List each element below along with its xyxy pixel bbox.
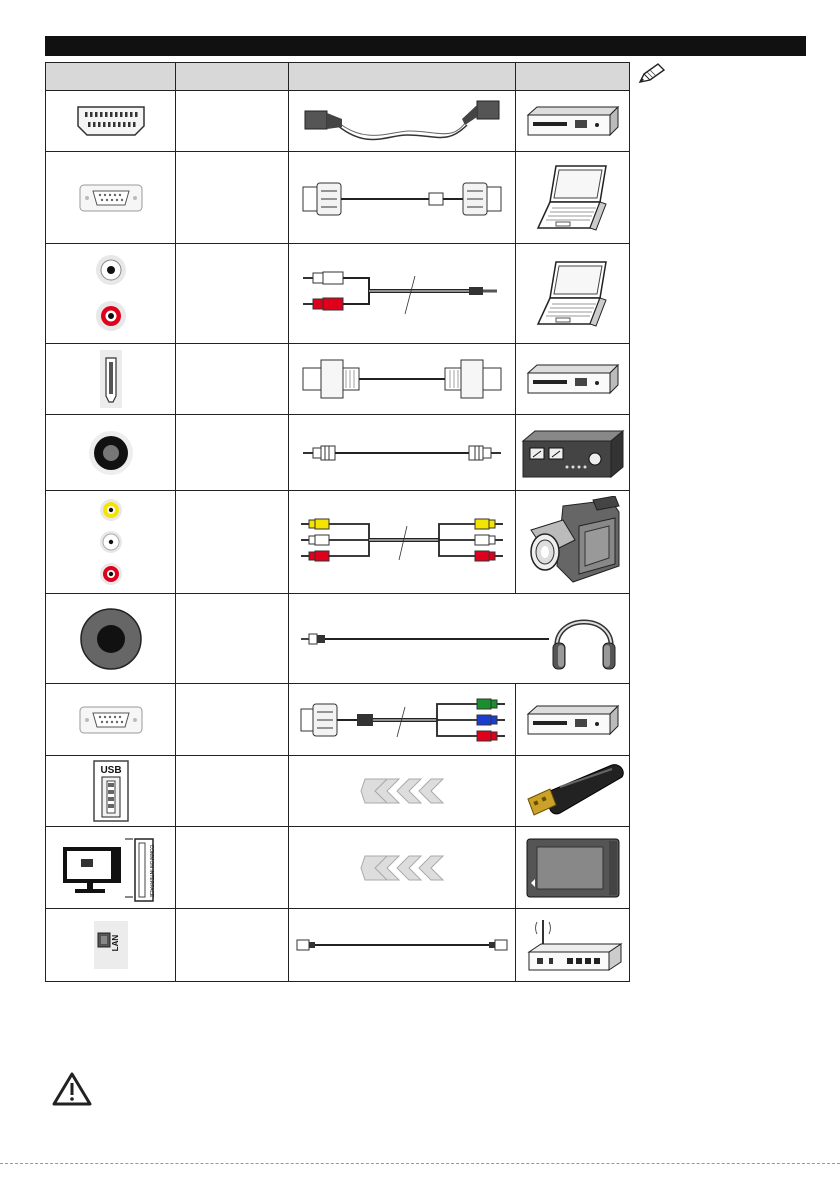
ci-module-icon: [525, 837, 621, 899]
lan-socket-icon: [92, 919, 130, 971]
usb-socket-icon: [92, 759, 130, 823]
device-cell: [516, 491, 630, 594]
section-title-bar: [45, 36, 806, 56]
type-cell: [176, 909, 289, 982]
connector-cell: [46, 684, 176, 756]
device-cell: [516, 827, 630, 909]
cable-cell: [289, 152, 516, 244]
table-row: [46, 909, 630, 982]
device-cell: [516, 91, 630, 152]
lan-label: LAN: [110, 934, 120, 952]
cable-cell: [289, 491, 516, 594]
usb-label: USB: [99, 765, 122, 776]
cable-cell: [289, 909, 516, 982]
table-row: [46, 244, 630, 344]
scart-socket-icon: [75, 104, 147, 138]
vga-socket-icon: [78, 183, 144, 213]
page-bottom-divider: [0, 1163, 840, 1164]
camcorder-icon: [523, 496, 623, 588]
cable-cell: [289, 684, 516, 756]
table-row: [46, 491, 630, 594]
table-row: [46, 152, 630, 244]
connections-table: [45, 62, 630, 982]
scart-cable-icon: [297, 95, 507, 147]
type-cell: [176, 91, 289, 152]
ci-label: COMMON INTERFACE: [147, 844, 154, 897]
type-cell: [176, 756, 289, 827]
header-type: [176, 63, 289, 91]
connector-cell: [46, 909, 176, 982]
vga-cable-icon: [299, 173, 505, 223]
cable-cell: [289, 827, 516, 909]
type-cell: [176, 684, 289, 756]
device-cell: [516, 244, 630, 344]
connector-cell: [46, 594, 176, 684]
table-row: [46, 827, 630, 909]
type-cell: [176, 827, 289, 909]
device-cell: [516, 909, 630, 982]
rca-to-minijack-cable-icon: [299, 266, 505, 322]
ethernet-cable-icon: [295, 935, 509, 955]
type-cell: [176, 415, 289, 491]
audio-amplifier-icon: [521, 427, 625, 479]
cable-cell: [289, 344, 516, 415]
table-row: [46, 756, 630, 827]
insert-arrows-icon: [357, 777, 447, 805]
ci-slot-icon: [57, 833, 165, 903]
table-header-row: [46, 63, 630, 91]
type-cell: [176, 344, 289, 415]
audio-rca-sockets-icon: [91, 250, 131, 338]
connector-cell: [46, 152, 176, 244]
connector-cell: [46, 244, 176, 344]
type-cell: [176, 152, 289, 244]
connector-cell: [46, 91, 176, 152]
type-cell: [176, 244, 289, 344]
cable-cell: [289, 594, 630, 684]
vga-to-component-cable-icon: [297, 695, 507, 745]
cable-cell: [289, 91, 516, 152]
type-cell: [176, 491, 289, 594]
pencil-note-icon: [636, 62, 666, 86]
table-row: [46, 344, 630, 415]
connector-cell: [46, 415, 176, 491]
connector-cell: [46, 756, 176, 827]
laptop-icon: [534, 258, 612, 330]
table-row: [46, 415, 630, 491]
laptop-icon: [534, 162, 612, 234]
cable-cell: [289, 415, 516, 491]
device-cell: [516, 756, 630, 827]
type-cell: [176, 594, 289, 684]
table-row: [46, 91, 630, 152]
device-cell: [516, 684, 630, 756]
header-cables: [289, 63, 516, 91]
connector-cell: [46, 344, 176, 415]
hdmi-cable-icon: [299, 352, 505, 406]
hdmi-socket-icon: [98, 348, 124, 410]
table-row: [46, 594, 630, 684]
connector-cell: [46, 827, 176, 909]
warning-icon: [51, 1071, 93, 1107]
recorder-device-icon: [525, 702, 621, 738]
insert-arrows-icon: [357, 854, 447, 882]
headphone-cable-icon: [299, 629, 549, 649]
device-cell: [516, 152, 630, 244]
header-device: [516, 63, 630, 91]
cable-cell: [289, 244, 516, 344]
recorder-device-icon: [525, 361, 621, 397]
av-sockets-icon: [97, 496, 125, 588]
headphone-socket-icon: [79, 607, 143, 671]
device-cell: [516, 415, 630, 491]
connector-cell: [46, 491, 176, 594]
usb-stick-icon: [520, 763, 626, 819]
table-row: [46, 684, 630, 756]
cable-cell: [289, 756, 516, 827]
recorder-device-icon: [525, 103, 621, 139]
spdif-socket-icon: [88, 430, 134, 476]
av-cable-icon: [299, 516, 505, 568]
header-connector: [46, 63, 176, 91]
device-cell: [516, 344, 630, 415]
headphones-icon: [549, 603, 619, 675]
coax-cable-icon: [299, 441, 505, 465]
ypbpr-vga-socket-icon: [78, 705, 144, 735]
router-icon: [523, 916, 623, 974]
